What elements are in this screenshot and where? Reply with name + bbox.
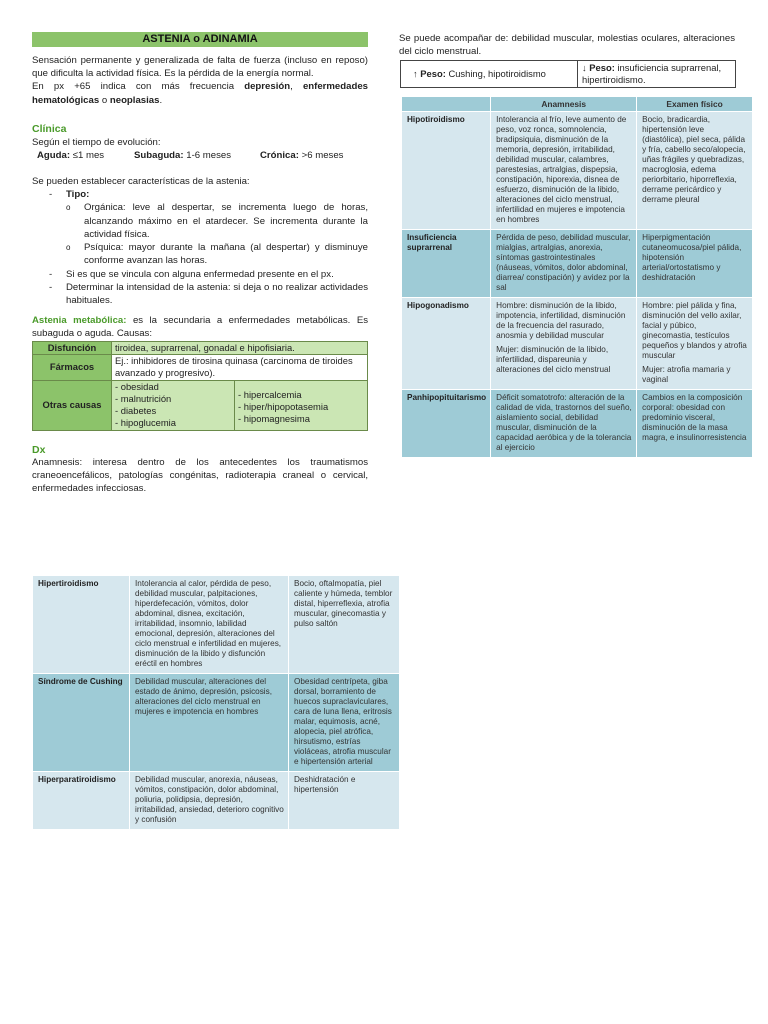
peso-up-cell: ↑ Peso: Cushing, hipotiroidismo bbox=[401, 61, 578, 88]
table-row bbox=[402, 112, 753, 230]
table-row bbox=[33, 576, 400, 674]
otras-left: - obesidad - malnutrición - diabetes - hipoglucemia bbox=[112, 380, 235, 430]
clinica-heading: Clínica bbox=[32, 123, 67, 135]
table-row bbox=[33, 355, 368, 380]
clinica-block bbox=[32, 136, 368, 163]
cell-examen: Obesidad centrípeta, giba dorsal, borramiento de huecos supraclaviculares, cara de luna llena, eritrosis malar, equimosis, acné, alopecia, piel atrófica, hirsutismo, estrías violáceas, atrofia muscular e hipertensión arterial bbox=[289, 674, 400, 772]
peso-down-cell: ↓ Peso: insuficiencia suprarrenal, hipertiroidismo. bbox=[578, 61, 736, 88]
otras-label: Otras causas bbox=[33, 380, 112, 430]
caracteristicas-block bbox=[32, 175, 368, 307]
cell-examen: Cambios en la composición corporal: obesidad con predominio visceral, disminución de la masa magra, e insulinorresistencia bbox=[637, 390, 753, 458]
list-item: - Determinar la intensidad de la astenia: si deja o no realizar actividades habituales. bbox=[32, 281, 368, 307]
table-row bbox=[33, 772, 400, 830]
tiempo-intro: Según el tiempo de evolución: bbox=[32, 137, 161, 148]
endocrine-table-top bbox=[401, 96, 753, 458]
cronica-item: Crónica: >6 meses bbox=[260, 150, 344, 162]
farmacos-label: Fármacos bbox=[33, 355, 112, 380]
intro-elderly: En px +65 indica con más frecuencia depresión, enfermedades hematológicas o neoplasias. bbox=[32, 81, 368, 106]
cell-anamnesis: Déficit somatotrofo: alteración de la calidad de vida, trastornos del sueño, aislamiento social, debilidad muscular, disminución de la capacidad aeróbica y de la tolerancia al ejercicio bbox=[491, 390, 637, 458]
table-row bbox=[402, 298, 753, 390]
tiempo-row bbox=[32, 149, 368, 163]
dx-heading: Dx bbox=[32, 444, 46, 456]
cell-anamnesis: Debilidad muscular, alteraciones del estado de ánimo, depresión, psicosis, alteraciones del ciclo menstrual en mujeres e impotencia en hombres bbox=[130, 674, 289, 772]
metabolica-label: Astenia metabólica: bbox=[32, 315, 127, 326]
disfuncion-label: Disfunción bbox=[33, 342, 112, 355]
cell-examen: Bocio, oftalmopatía, piel caliente y húmeda, temblor distal, hiperreflexia, atrofia muscular, ginecomastia y pulso saltón bbox=[289, 576, 400, 674]
header-anamnesis: Anamnesis bbox=[491, 97, 637, 112]
table-row bbox=[401, 61, 736, 88]
list-item: - Tipo: o Orgánica: leve al despertar, se incrementa luego de horas, alcanzando máximo en el atardecer. Se incrementa durante la actividad física. o Psíquica: mayor durante la mañana (al despertar) y disminuye conforme avanzan las horas. bbox=[32, 188, 368, 267]
arrow-down-icon: ↓ bbox=[582, 62, 587, 73]
disfuncion-value: tiroidea, suprarrenal, gonadal e hipofisiaria. bbox=[112, 342, 368, 355]
list-item: o Psíquica: mayor durante la mañana (al despertar) y disminuye conforme avanzan las horas. bbox=[32, 241, 368, 267]
causes-table bbox=[32, 341, 368, 431]
cell-anamnesis: Debilidad muscular, anorexia, náuseas, vómitos, constipación, dolor abdominal, poliuria, polidipsia, depresión, irritabilidad, ansiedad, deterioro cognitivo y confusión bbox=[130, 772, 289, 830]
row-hipotiroidismo: Hipotiroidismo bbox=[402, 112, 491, 230]
cell-examen: Hombre: piel pálida y fina, disminución del vello axilar, facial y púbico, ginecomastia, testículos pequeños y blandos y atrofia muscular Mujer: atrofia mamaria y vaginal bbox=[637, 298, 753, 390]
subaguda-item: Subaguda: 1-6 meses bbox=[134, 150, 232, 162]
table-row bbox=[33, 342, 368, 355]
cell-examen: Hiperpigmentación cutaneomucosa/piel pálida, hipotensión arterial/ortostatismo y deshidratación bbox=[637, 230, 753, 298]
dx-text: Anamnesis: interesa dentro de los antecedentes los traumatismos craneoencefálicos, patologías congénitas, radioterapia craneal o cervical, enfermedades infecciosas. bbox=[32, 457, 368, 495]
table-row bbox=[33, 380, 368, 430]
cell-anamnesis: Hombre: disminución de la libido, impotencia, infertilidad, disminución de la frecuencia del rasurado, anosmia y debilidad muscular Mujer: disminución de la libido, infertilidad, dispareunia y alteraciones del ciclo menstrual bbox=[491, 298, 637, 390]
cell-examen: Deshidratación e hipertensión bbox=[289, 772, 400, 830]
tipo-sublist bbox=[32, 201, 368, 267]
cell-examen: Bocio, bradicardia, hipertensión leve (diastólica), piel seca, pálida y fría, cabello seco/alopecia, uñas frágiles y quebradizas, macroglosia, edema periorbitario, hiporreflexia, derrame pericárdico y derrame pleural bbox=[637, 112, 753, 230]
otras-right: - hipercalcemia - hiper/hipopotasemia - hipomagnesima bbox=[235, 380, 368, 430]
farmacos-value: Ej.: inhibidores de tirosina quinasa (carcinoma de tiroides avanzado y progresivo). bbox=[112, 355, 368, 380]
row-hipertiroidismo: Hipertiroidismo bbox=[33, 576, 130, 674]
table-row bbox=[402, 390, 753, 458]
list-item: o Orgánica: leve al despertar, se incrementa luego de horas, alcanzando máximo en el atardecer. Se incrementa durante la actividad física. bbox=[32, 201, 368, 241]
peso-table bbox=[400, 60, 736, 88]
intro-definition: Sensación permanente y generalizada de falta de fuerza (incluso en reposo) que dificulta la actividad física. Es la pérdida de la energía normal. bbox=[32, 55, 368, 80]
cell-anamnesis: Pérdida de peso, debilidad muscular, mialgias, artralgias, anorexia, síntomas gastrointestinales (náuseas, vómitos, dolor abdominal, diarrea/ constipación) y avidez por la sal bbox=[491, 230, 637, 298]
table-row bbox=[33, 674, 400, 772]
header-examen: Examen físico bbox=[637, 97, 753, 112]
caracteristicas-list bbox=[32, 188, 368, 307]
row-hipogonadismo: Hipogonadismo bbox=[402, 298, 491, 390]
row-cushing: Síndrome de Cushing bbox=[33, 674, 130, 772]
cell-anamnesis: Intolerancia al calor, pérdida de peso, debilidad muscular, palpitaciones, hiperdefecación, vómitos, dolor abdominal, disnea, excitación, irritabilidad, insomnio, labilidad emocional, depresión, alteraciones del ciclo menstrual e infertilidad en mujeres, disminución de la libido y disfunción eréctil en hombres bbox=[130, 576, 289, 674]
page-title: ASTENIA o ADINAMIA bbox=[32, 32, 368, 47]
table-row bbox=[402, 97, 753, 112]
endocrine-table-bottom bbox=[32, 575, 400, 830]
aguda-item: Aguda: ≤1 mes bbox=[37, 150, 105, 162]
arrow-up-icon: ↑ bbox=[413, 67, 418, 79]
header-empty bbox=[402, 97, 491, 112]
list-item: - Si es que se vincula con alguna enfermedad presente en el px. bbox=[32, 268, 368, 281]
row-hiperparatiroidismo: Hiperparatiroidismo bbox=[33, 772, 130, 830]
row-insuficiencia-suprarrenal: Insuficiencia suprarrenal bbox=[402, 230, 491, 298]
row-panhipopituitarismo: Panhipopituitarismo bbox=[402, 390, 491, 458]
table-row bbox=[402, 230, 753, 298]
cell-anamnesis: Intolerancia al frío, leve aumento de peso, voz ronca, somnolencia, bradipsiquia, disminución de la memoria, depresión, irritabilidad, debilidad muscular, calambres, parestesias, artralgias, dispepsia, constipación, hiporexia, disnea de esfuerzo, disminución de la libido, alteraciones del ciclo menstrual, infertilidad en mujeres e impotencia en hombres bbox=[491, 112, 637, 230]
metabolica-block: Astenia metabólica: es la secundaria a enfermedades metabólicas. Es subaguda o aguda. Causas: bbox=[32, 315, 369, 340]
intro-block bbox=[32, 54, 368, 107]
caracteristicas-intro: Se pueden establecer características de la astenia: bbox=[32, 176, 250, 187]
right-intro: Se puede acompañar de: debilidad muscular, molestias oculares, alteraciones del ciclo menstrual. bbox=[399, 33, 735, 58]
